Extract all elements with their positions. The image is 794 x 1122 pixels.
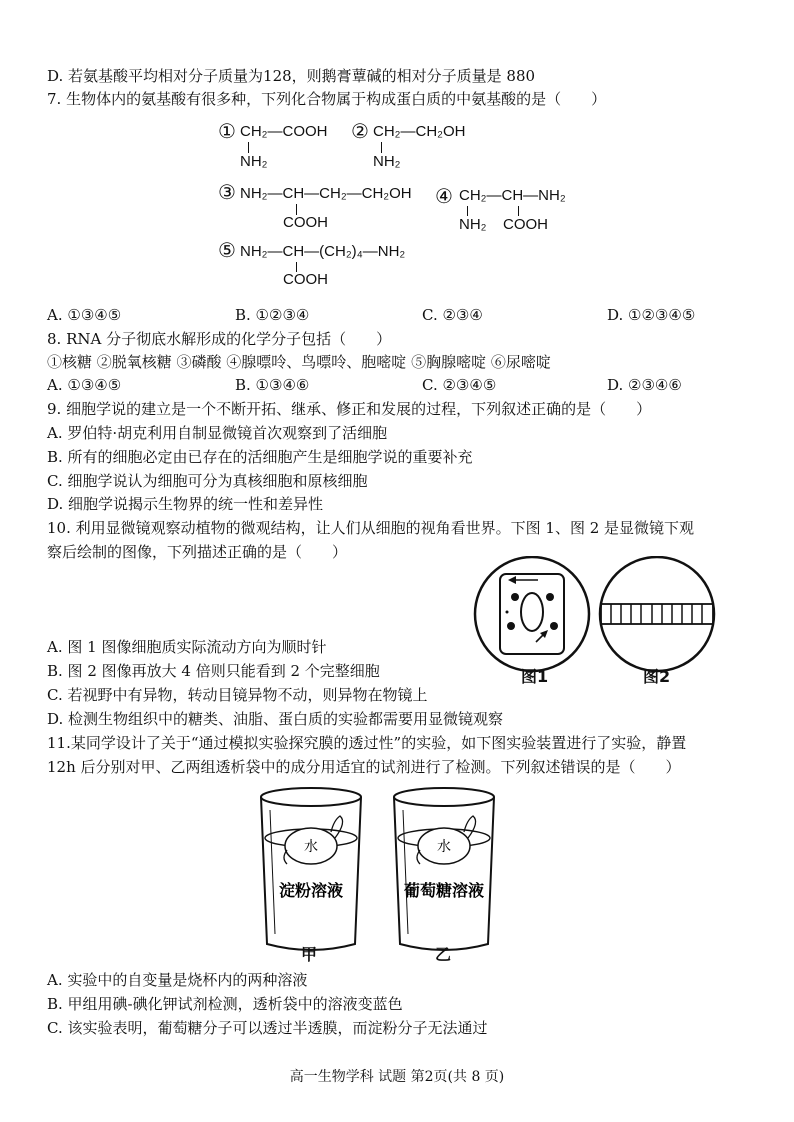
structure-3-top: NH₂—CH—CH₂—CH₂OH (240, 185, 412, 202)
q8-options (47, 375, 747, 395)
q9-option-c: C. 细胞学说认为细胞可分为真核细胞和原核细胞 (47, 472, 368, 490)
bag-label-yi: 水 (437, 839, 451, 855)
q11-stem-line1: 11.某同学设计了关于“通过模拟实验探究膜的透过性”的实验，如下图实验装置进行了实验，静置 (47, 734, 687, 752)
bag-label-jia: 水 (304, 839, 318, 855)
structure-4-top: CH₂—CH—NH₂ (459, 187, 566, 204)
q10-option-a: A. 图 1 图像细胞质实际流动方向为顺时针 (47, 638, 327, 656)
figure-2-cell-row (600, 557, 714, 671)
figure-1-label: 图1 (521, 667, 549, 686)
q7-stem: 7. 生物体内的氨基酸有很多种，下列化合物属于构成蛋白质的中氨基酸的是（ ） (47, 90, 607, 108)
structure-2-bottom: NH₂ (373, 153, 401, 170)
q8-option-c: C. ②③④⑤ (422, 376, 497, 394)
q7-option-a: A. ①③④⑤ (47, 306, 122, 324)
q6-option-d: D. 若氨基酸平均相对分子质量为128，则鹅膏蕈碱的相对分子质量是 880 (47, 67, 536, 85)
q10-option-d: D. 检测生物组织中的糖类、油脂、蛋白质的实验都需要用显微镜观察 (47, 710, 504, 728)
q11-stem-line2: 12h 后分别对甲、乙两组透析袋中的成分用适宜的试剂进行了检测。下列叙述错误的是（ ） (47, 758, 681, 776)
structure-number-2: ② (351, 119, 369, 143)
q7-option-c: C. ②③④ (422, 306, 483, 324)
q9-option-d: D. 细胞学说揭示生物界的统一性和差异性 (47, 495, 324, 513)
q10-figures (470, 556, 730, 686)
structure-4-bottom-right: COOH (503, 216, 548, 233)
q9-option-b: B. 所有的细胞必定由已存在的活细胞产生是细胞学说的重要补充 (47, 448, 473, 466)
structure-number-4: ④ (435, 184, 453, 208)
beaker-jia-solution: 淀粉溶液 (278, 881, 344, 900)
structure-3-bottom: COOH (283, 214, 328, 231)
beaker-yi (394, 788, 494, 950)
bond-line (467, 206, 468, 216)
beaker-yi-label: 乙 (435, 945, 452, 964)
q10-stem-line2: 察后绘制的图像，下列描述正确的是（ ） (47, 543, 348, 561)
q8-option-d: D. ②③④⑥ (607, 376, 682, 394)
beaker-yi-solution: 葡萄糖溶液 (403, 881, 485, 900)
q7-options (47, 305, 747, 325)
page-footer: 高一生物学科 试题 第2页(共 8 页) (289, 1069, 505, 1085)
q8-items: ①核糖 ②脱氧核糖 ③磷酸 ④腺嘌呤、鸟嘌呤、胞嘧啶 ⑤胸腺嘧啶 ⑥尿嘧啶 (47, 353, 551, 371)
bond-line (248, 142, 249, 153)
structure-number-3: ③ (218, 180, 236, 204)
beaker-jia (261, 788, 361, 950)
structure-5-bottom: COOH (283, 271, 328, 288)
structure-1-top: CH₂—COOH (240, 123, 328, 140)
q8-option-b: B. ①③④⑥ (235, 376, 310, 394)
structure-2-top: CH₂—CH₂OH (373, 123, 466, 140)
q10-stem-line1: 10. 利用显微镜观察动植物的微观结构，让人们从细胞的视角看世界。下图 1、图 2 是显微镜下观 (47, 519, 695, 537)
structure-5-top: NH₂—CH—(CH₂)₄—NH₂ (240, 243, 406, 260)
structure-1-bottom: NH₂ (240, 153, 268, 170)
bond-line (518, 206, 519, 216)
q8-option-a: A. ①③④⑤ (47, 376, 122, 394)
q9-option-a: A. 罗伯特·胡克利用自制显微镜首次观察到了活细胞 (47, 424, 388, 442)
structure-4-bottom-left: NH₂ (459, 216, 487, 233)
q11-beaker-figures (255, 782, 515, 957)
q10-option-b: B. 图 2 图像再放大 4 倍则只能看到 2 个完整细胞 (47, 662, 380, 680)
q9-stem: 9. 细胞学说的建立是一个不断开拓、继承、修正和发展的过程，下列叙述正确的是（ ） (47, 400, 652, 418)
q11-option-b: B. 甲组用碘-碘化钾试剂检测，透析袋中的溶液变蓝色 (47, 995, 403, 1013)
structure-number-1: ① (218, 119, 236, 143)
bond-line (381, 142, 382, 153)
q11-option-c: C. 该实验表明，葡萄糖分子可以透过半透膜，而淀粉分子无法通过 (47, 1019, 488, 1037)
q7-option-d: D. ①②③④⑤ (607, 306, 696, 324)
figure-1-cytoplasm-flow (475, 557, 589, 671)
beaker-jia-label: 甲 (301, 945, 318, 964)
structure-number-5: ⑤ (218, 238, 236, 262)
q11-option-a: A. 实验中的自变量是烧杯内的两种溶液 (47, 971, 308, 989)
figure-2-label: 图2 (643, 667, 671, 686)
q10-option-c: C. 若视野中有异物，转动目镜异物不动，则异物在物镜上 (47, 686, 428, 704)
q7-option-b: B. ①②③④ (235, 306, 310, 324)
q8-stem: 8. RNA 分子彻底水解形成的化学分子包括（ ） (47, 330, 392, 348)
